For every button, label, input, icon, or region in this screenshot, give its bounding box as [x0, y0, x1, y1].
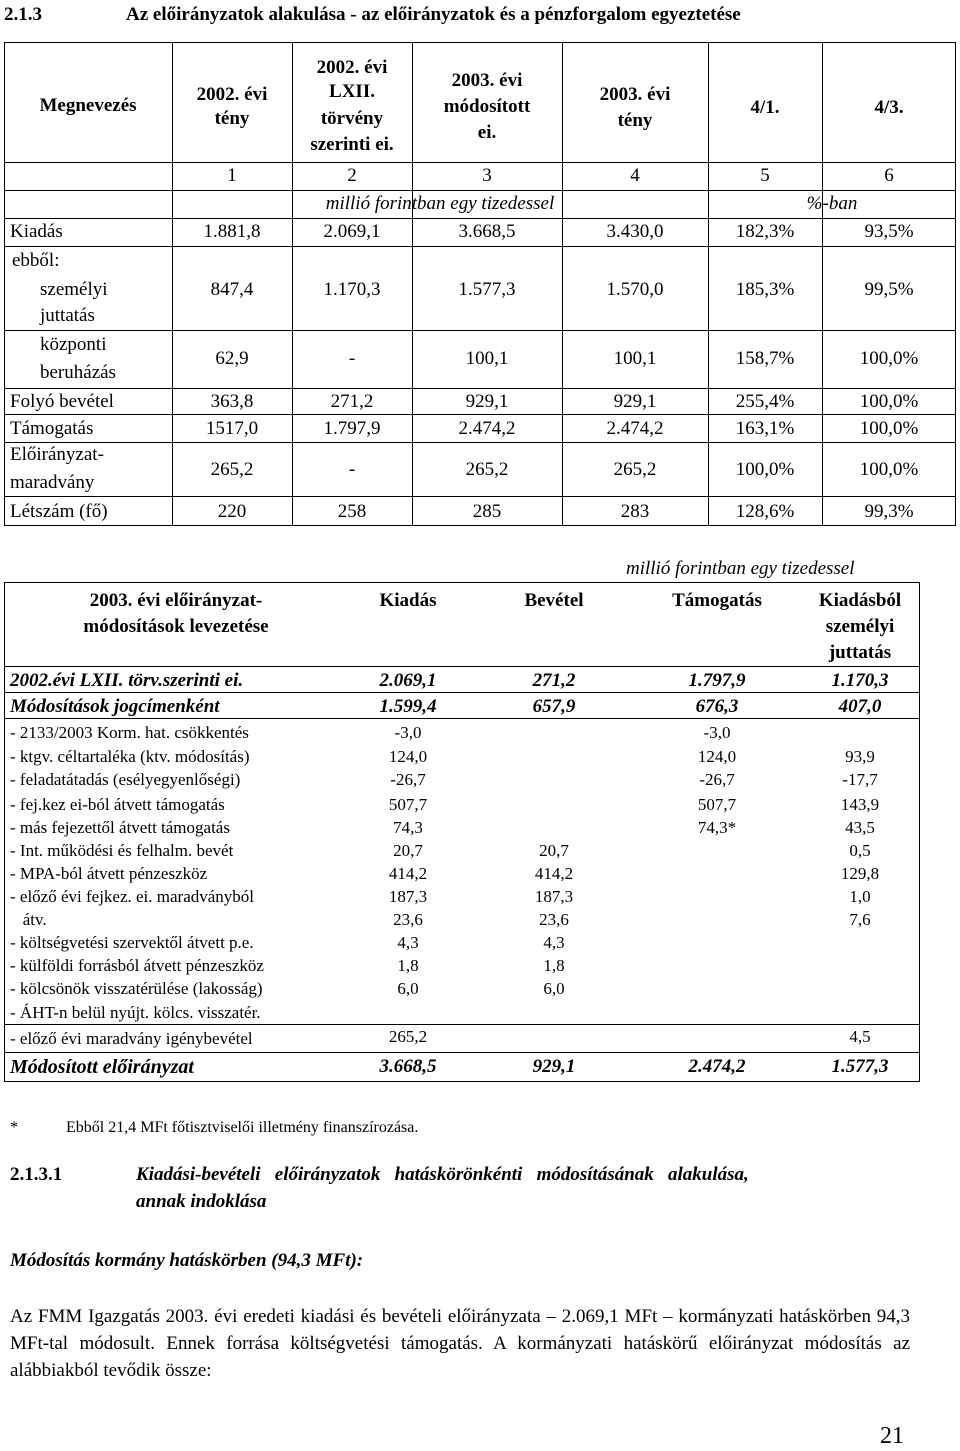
col-header-2003-teny: 2003. évi	[599, 84, 671, 105]
row-label-kiadas: Kiadás	[10, 221, 63, 242]
row-label-kozponti: központi	[40, 334, 107, 355]
table2-unit: millió forintban egy tizedessel	[626, 558, 855, 579]
unit-percent: %-ban	[806, 193, 858, 214]
col-header-szemelyi: Kiadásból	[818, 590, 902, 611]
footnote-text: Ebből 21,4 MFt főtisztviselői illetmény finanszírozása.	[66, 1119, 419, 1136]
row-jogcim-label: Módosítások jogcímenként	[10, 696, 220, 717]
row-label-tamogatas: Támogatás	[10, 418, 94, 439]
row-label-letszam: Létszám (fő)	[10, 501, 108, 522]
row-final-label: Módosított előirányzat	[10, 1056, 194, 1078]
col-header-tamogatas: Támogatás	[672, 590, 762, 611]
row-label-folyo-bevetel: Folyó bevétel	[10, 391, 114, 412]
row-label-maradvany: Előirányzat-	[10, 444, 104, 465]
col-header-2002-teny: 2002. évi	[196, 84, 268, 105]
subheading: Módosítás kormány hatáskörben (94,3 MFt):	[10, 1250, 364, 1271]
section-title: Kiadási-bevételi előirányzatok hatáskörönkénti módosításának alakulása,	[136, 1164, 749, 1185]
col-header-bevetel: Bevétel	[524, 590, 584, 611]
section-number: 2.1.3.1	[10, 1164, 63, 1185]
row-label-szemelyi: személyi	[40, 279, 108, 300]
col-header-2003-modositott: 2003. évi	[451, 70, 523, 91]
heading-title: Az előirányzatok alakulása - az előirányzatok és a pénzforgalom egyeztetése	[126, 4, 741, 25]
page-number: 21	[880, 1423, 904, 1449]
footnote-mark: *	[10, 1119, 18, 1136]
col-header-megnevezes: Megnevezés	[39, 95, 137, 116]
row-label-ebbol: ebből:	[12, 250, 60, 271]
table2-title: 2003. évi előirányzat-	[89, 590, 263, 611]
row-2002-label: 2002.évi LXII. törv.szerinti ei.	[10, 670, 244, 691]
col-header-4-1: 4/1.	[750, 97, 780, 118]
col-header-2002-torveny: 2002. évi	[316, 57, 388, 78]
heading-number: 2.1.3	[4, 4, 42, 25]
body-paragraph: Az FMM Igazgatás 2003. évi eredeti kiadási és bevételi előirányzata – 2.069,1 MFt – kormányzati hatáskörben 94,3 MFt-tal módosult. Ennek forrása költségvetési támogatás. A kormányzati hatáskörű előirányzat módosítás az alábbiakból tevődik össze:	[10, 1306, 910, 1381]
col-header-kiadas: Kiadás	[379, 590, 437, 611]
col-header-4-3: 4/3.	[874, 97, 904, 118]
unit-label: millió forintban egy tizedessel	[325, 193, 555, 214]
